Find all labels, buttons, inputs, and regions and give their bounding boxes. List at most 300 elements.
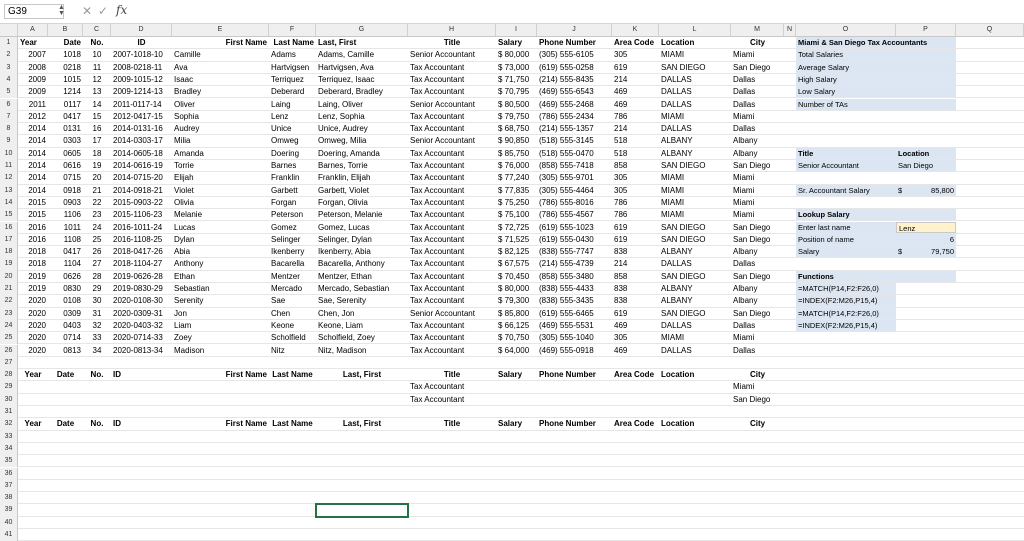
stat-label[interactable]: Average Salary (796, 62, 956, 73)
data-cell[interactable]: San Diego (733, 62, 771, 72)
data-cell[interactable]: 0714 (63, 333, 81, 343)
data-cell[interactable]: (619) 555-0430 (539, 234, 594, 244)
data-cell[interactable]: Omweg, Milia (318, 136, 367, 146)
criteria-header-cell[interactable]: Date (56, 419, 75, 429)
header-cell[interactable]: City (749, 38, 766, 47)
data-cell[interactable]: 2020-0309-31 (113, 308, 163, 318)
data-cell[interactable]: Mercado (271, 284, 303, 293)
data-cell[interactable]: Garbett (271, 185, 298, 195)
criteria-header-cell[interactable]: Title (443, 370, 461, 380)
data-cell[interactable]: 30 (92, 296, 102, 306)
data-cell[interactable]: (619) 555-1023 (539, 222, 594, 232)
data-cell[interactable]: 1018 (63, 50, 81, 60)
data-cell[interactable]: 619 (614, 234, 628, 244)
name-box[interactable]: G39 (4, 4, 64, 19)
row-header[interactable]: 19 (0, 258, 18, 270)
row-header[interactable]: 7 (0, 111, 18, 123)
data-cell[interactable]: Sae (271, 296, 286, 306)
data-cell[interactable]: $ 70,750 (498, 333, 530, 343)
data-cell[interactable]: 2016 (28, 234, 46, 244)
data-cell[interactable]: MIAMI (661, 185, 685, 195)
function-text[interactable]: =INDEX(F2:M26,P15,4) (796, 320, 896, 331)
data-cell[interactable]: 469 (614, 345, 628, 355)
data-cell[interactable]: 23 (92, 210, 102, 220)
data-cell[interactable]: SAN DIEGO (661, 271, 706, 281)
data-cell[interactable]: Hartvigsen, Ava (318, 62, 374, 72)
data-cell[interactable]: Senior Accountant (410, 136, 475, 146)
data-cell[interactable]: 19 (92, 161, 102, 170)
data-cell[interactable]: 518 (614, 136, 628, 146)
data-cell[interactable]: 786 (614, 111, 628, 121)
column-header-p[interactable]: P (896, 24, 956, 36)
data-cell[interactable]: Mentzer, Ethan (318, 271, 372, 281)
data-cell[interactable]: 2014 (28, 124, 46, 134)
position-value[interactable]: 6 (896, 234, 956, 245)
data-cell[interactable]: 22 (92, 197, 102, 207)
header-cell[interactable]: Year (20, 38, 37, 47)
data-cell[interactable]: 619 (614, 222, 628, 232)
column-header-i[interactable]: I (496, 24, 537, 36)
data-cell[interactable]: 2019 (28, 284, 46, 293)
data-cell[interactable]: 1015 (63, 74, 81, 84)
data-cell[interactable]: SAN DIEGO (661, 62, 706, 72)
data-cell[interactable]: Elijah (174, 173, 194, 183)
header-cell[interactable]: Date (63, 38, 81, 47)
data-cell[interactable]: Melanie (174, 210, 203, 220)
criteria-title-cell[interactable]: Tax Accountant (410, 382, 465, 392)
row-header[interactable]: 23 (0, 308, 18, 320)
data-cell[interactable]: Tax Accountant (410, 161, 465, 170)
row-header[interactable]: 1 (0, 37, 18, 49)
data-cell[interactable]: Ethan (174, 271, 195, 281)
data-cell[interactable]: (214) 555-4739 (539, 259, 594, 269)
row-header[interactable]: 24 (0, 320, 18, 332)
data-cell[interactable]: ALBANY (661, 247, 693, 257)
row-header[interactable]: 28 (0, 369, 18, 381)
data-cell[interactable]: Hartvigsen (271, 62, 310, 72)
data-cell[interactable]: 2014-0303-17 (113, 136, 163, 146)
data-cell[interactable]: Dallas (733, 87, 756, 97)
data-cell[interactable]: Albany (733, 247, 758, 257)
data-cell[interactable]: Lenz, Sophia (318, 111, 365, 121)
row-header[interactable]: 30 (0, 394, 18, 406)
data-cell[interactable]: Miami (733, 197, 755, 207)
data-cell[interactable]: 2014-0605-18 (113, 148, 163, 158)
data-cell[interactable]: Tax Accountant (410, 345, 465, 355)
data-cell[interactable]: DALLAS (661, 74, 692, 84)
data-cell[interactable]: $ 64,000 (498, 345, 530, 355)
data-cell[interactable]: Mentzer (271, 271, 300, 281)
row-header[interactable]: 37 (0, 480, 18, 492)
data-cell[interactable]: Tax Accountant (410, 185, 465, 195)
column-header-j[interactable]: J (537, 24, 612, 36)
data-cell[interactable]: San Diego (733, 271, 771, 281)
enter-icon[interactable]: ✓ (98, 4, 109, 18)
enter-name-input[interactable]: Lenz (896, 222, 956, 233)
data-cell[interactable]: Miami (733, 210, 755, 220)
data-cell[interactable]: Sae, Serenity (318, 296, 367, 306)
criteria-header-cell[interactable]: ID (113, 419, 121, 429)
data-cell[interactable]: Gomez (271, 222, 297, 232)
data-cell[interactable]: 2020 (28, 345, 46, 355)
data-cell[interactable]: 619 (614, 308, 628, 318)
data-cell[interactable]: Dallas (733, 99, 756, 109)
data-cell[interactable]: $ 90,850 (498, 136, 530, 146)
data-cell[interactable]: 2014-0715-20 (113, 173, 163, 183)
location-label[interactable]: Location (896, 148, 956, 159)
data-cell[interactable]: Anthony (174, 259, 204, 269)
active-cell-g39[interactable] (315, 503, 409, 517)
data-cell[interactable]: 0117 (63, 99, 81, 109)
data-cell[interactable]: 2018-0417-26 (113, 247, 163, 257)
data-cell[interactable]: (858) 555-7418 (539, 161, 594, 170)
data-cell[interactable]: Gomez, Lucas (318, 222, 370, 232)
data-cell[interactable]: Barnes (271, 161, 297, 170)
data-cell[interactable]: (786) 555-4567 (539, 210, 594, 220)
column-header-c[interactable]: C (83, 24, 111, 36)
data-cell[interactable]: 2012-0417-15 (113, 111, 163, 121)
data-cell[interactable]: 2014 (28, 161, 46, 170)
data-cell[interactable]: 0108 (63, 296, 81, 306)
data-cell[interactable]: Chen (271, 308, 291, 318)
data-cell[interactable]: 2008-0218-11 (113, 62, 163, 72)
data-cell[interactable]: Albany (733, 148, 758, 158)
criteria-header-cell[interactable]: Year (24, 419, 42, 429)
data-cell[interactable]: 1104 (63, 259, 81, 269)
data-cell[interactable]: San Diego (733, 234, 771, 244)
data-cell[interactable]: (619) 555-6465 (539, 308, 594, 318)
data-cell[interactable]: 305 (614, 50, 628, 60)
data-cell[interactable]: Peterson, Melanie (318, 210, 383, 220)
data-cell[interactable]: 2016 (28, 222, 46, 232)
data-cell[interactable]: MIAMI (661, 111, 685, 121)
row-header[interactable]: 4 (0, 74, 18, 86)
data-cell[interactable]: $ 67,575 (498, 259, 530, 269)
data-cell[interactable]: 0131 (63, 124, 81, 134)
data-cell[interactable]: Tax Accountant (410, 247, 465, 257)
data-cell[interactable]: 29 (92, 284, 102, 293)
data-cell[interactable]: Scholfield (271, 333, 306, 343)
data-cell[interactable]: MIAMI (661, 197, 685, 207)
data-cell[interactable]: Senior Accountant (410, 50, 475, 60)
data-cell[interactable]: 214 (614, 124, 628, 134)
data-cell[interactable]: Deberard, Bradley (318, 87, 383, 97)
data-cell[interactable]: 0903 (63, 197, 81, 207)
row-header[interactable]: 36 (0, 468, 18, 480)
data-cell[interactable]: Tax Accountant (410, 210, 465, 220)
data-cell[interactable]: Selinger, Dylan (318, 234, 372, 244)
data-cell[interactable]: $ 71,750 (498, 74, 530, 84)
data-cell[interactable]: ALBANY (661, 296, 693, 306)
row-header[interactable]: 10 (0, 148, 18, 160)
criteria-header-cell[interactable]: First Name (225, 370, 267, 380)
column-header-d[interactable]: D (111, 24, 172, 36)
data-cell[interactable]: $ 79,750 (498, 111, 530, 121)
data-cell[interactable]: (305) 555-9701 (539, 173, 594, 183)
data-cell[interactable]: Sebastian (174, 284, 210, 293)
data-cell[interactable]: Tax Accountant (410, 124, 465, 134)
data-cell[interactable]: Adams (271, 50, 296, 60)
data-cell[interactable]: Tax Accountant (410, 197, 465, 207)
row-header[interactable]: 39 (0, 504, 18, 516)
data-cell[interactable]: (214) 555-8435 (539, 74, 594, 84)
location-value[interactable]: San Diego (896, 160, 956, 171)
data-cell[interactable]: Tax Accountant (410, 111, 465, 121)
data-cell[interactable]: Ava (174, 62, 188, 72)
data-cell[interactable]: $ 85,750 (498, 148, 530, 158)
row-header[interactable]: 15 (0, 209, 18, 221)
column-header-l[interactable]: L (659, 24, 731, 36)
data-cell[interactable]: $ 72,725 (498, 222, 530, 232)
data-cell[interactable]: ALBANY (661, 136, 693, 146)
data-cell[interactable]: 2015 (28, 210, 46, 220)
data-cell[interactable]: Serenity (174, 296, 204, 306)
criteria-title-cell[interactable]: Tax Accountant (410, 394, 465, 404)
data-cell[interactable]: Bradley (174, 87, 202, 97)
data-cell[interactable]: 2018 (28, 247, 46, 257)
data-cell[interactable]: Senior Accountant (410, 308, 475, 318)
data-cell[interactable]: 2020-0108-30 (113, 296, 163, 306)
header-cell[interactable]: Area Code (614, 38, 655, 47)
data-cell[interactable]: SAN DIEGO (661, 222, 706, 232)
data-cell[interactable]: 0626 (63, 271, 81, 281)
data-cell[interactable]: Franklin, Elijah (318, 173, 371, 183)
data-cell[interactable]: 2020 (28, 296, 46, 306)
data-cell[interactable]: 469 (614, 320, 628, 330)
criteria-header-cell[interactable]: No. (90, 370, 104, 380)
data-cell[interactable]: Deberard (271, 87, 305, 97)
data-cell[interactable]: Tax Accountant (410, 296, 465, 306)
data-cell[interactable]: Violet (174, 185, 194, 195)
data-cell[interactable]: $ 76,000 (498, 161, 530, 170)
sr-salary-currency[interactable]: $ (896, 185, 956, 196)
row-header[interactable]: 31 (0, 406, 18, 418)
row-header[interactable]: 41 (0, 529, 18, 541)
data-cell[interactable]: 33 (92, 333, 102, 343)
data-cell[interactable]: ALBANY (661, 148, 693, 158)
data-cell[interactable]: 2020 (28, 320, 46, 330)
data-cell[interactable]: 0605 (63, 148, 81, 158)
data-cell[interactable]: Liam (174, 320, 192, 330)
header-cell[interactable]: Salary (498, 38, 523, 47)
row-header[interactable]: 2 (0, 49, 18, 61)
data-cell[interactable]: 2014 (28, 136, 46, 146)
formula-input[interactable] (138, 4, 1018, 19)
data-cell[interactable]: SAN DIEGO (661, 161, 706, 170)
data-cell[interactable]: 21 (92, 185, 102, 195)
data-cell[interactable]: Dallas (733, 320, 756, 330)
data-cell[interactable]: Omweg (271, 136, 299, 146)
data-cell[interactable]: 858 (614, 161, 628, 170)
data-cell[interactable]: Abia (174, 247, 191, 257)
data-cell[interactable]: $ 70,450 (498, 271, 530, 281)
data-cell[interactable]: 518 (614, 148, 628, 158)
data-cell[interactable]: Bacarella, Anthony (318, 259, 385, 269)
data-cell[interactable]: Tax Accountant (410, 320, 465, 330)
data-cell[interactable]: Amanda (174, 148, 204, 158)
data-cell[interactable]: 25 (92, 234, 102, 244)
data-cell[interactable]: MIAMI (661, 173, 685, 183)
criteria-header-cell[interactable]: Date (56, 370, 75, 380)
data-cell[interactable]: Dylan (174, 234, 195, 244)
data-cell[interactable]: (838) 555-7747 (539, 247, 594, 257)
header-cell[interactable]: Last Name (273, 38, 314, 47)
data-cell[interactable]: Tax Accountant (410, 87, 465, 97)
data-cell[interactable]: 20 (92, 173, 102, 183)
data-cell[interactable]: 15 (92, 111, 102, 121)
column-header-o[interactable]: O (796, 24, 896, 36)
data-cell[interactable]: 838 (614, 296, 628, 306)
data-cell[interactable]: (518) 555-0470 (539, 148, 594, 158)
row-header[interactable]: 26 (0, 345, 18, 357)
row-header[interactable]: 3 (0, 62, 18, 74)
row-header[interactable]: 20 (0, 271, 18, 283)
row-header[interactable]: 13 (0, 185, 18, 197)
data-cell[interactable]: Garbett, Violet (318, 185, 369, 195)
column-header-e[interactable]: E (172, 24, 269, 36)
data-cell[interactable]: Forgan, Olivia (318, 197, 368, 207)
data-cell[interactable]: (305) 555-6105 (539, 50, 594, 60)
column-header-f[interactable]: F (269, 24, 316, 36)
data-cell[interactable]: 12 (92, 74, 102, 84)
data-cell[interactable]: 2008 (28, 62, 46, 72)
data-cell[interactable]: 2016-1011-24 (113, 222, 163, 232)
data-cell[interactable]: Tax Accountant (410, 271, 465, 281)
data-cell[interactable]: Albany (733, 136, 758, 146)
row-header[interactable]: 11 (0, 160, 18, 172)
data-cell[interactable]: 0218 (63, 62, 81, 72)
criteria-header-cell[interactable]: Last, First (342, 419, 382, 429)
salary-value[interactable]: 79,750 (931, 247, 954, 257)
data-cell[interactable]: 838 (614, 284, 628, 293)
data-cell[interactable]: 0830 (63, 284, 81, 293)
criteria-header-cell[interactable]: Phone Number (539, 370, 596, 380)
row-header[interactable]: 27 (0, 357, 18, 369)
row-header[interactable]: 16 (0, 222, 18, 234)
data-cell[interactable]: DALLAS (661, 320, 692, 330)
data-cell[interactable]: 2018 (28, 259, 46, 269)
row-header[interactable]: 38 (0, 492, 18, 504)
data-cell[interactable]: 0813 (63, 345, 81, 355)
data-cell[interactable]: $ 75,250 (498, 197, 530, 207)
data-cell[interactable]: Lucas (174, 222, 196, 232)
data-cell[interactable]: 0918 (63, 185, 81, 195)
data-cell[interactable]: $ 70,795 (498, 87, 530, 97)
data-cell[interactable]: Nitz (271, 345, 285, 355)
function-text[interactable]: =MATCH(P14,F2:F26,0) (796, 308, 896, 319)
data-cell[interactable]: 24 (92, 222, 102, 232)
data-cell[interactable]: $ 82,125 (498, 247, 530, 257)
data-cell[interactable]: 2011 (28, 99, 46, 109)
criteria-header-cell[interactable]: Area Code (614, 370, 655, 380)
data-cell[interactable]: Tax Accountant (410, 234, 465, 244)
data-cell[interactable]: (469) 555-2468 (539, 99, 594, 109)
row-header[interactable]: 34 (0, 443, 18, 455)
data-cell[interactable]: $ 80,000 (498, 284, 530, 293)
data-cell[interactable]: 2020 (28, 333, 46, 343)
data-cell[interactable]: San Diego (733, 161, 771, 170)
data-cell[interactable]: Ikenberry, Abia (318, 247, 371, 257)
criteria-header-cell[interactable]: Phone Number (539, 419, 596, 429)
insert-function-icon[interactable]: fx (116, 3, 128, 17)
row-header[interactable]: 12 (0, 172, 18, 184)
row-header[interactable]: 17 (0, 234, 18, 246)
data-cell[interactable]: Albany (733, 296, 758, 306)
data-cell[interactable]: 2014-0131-16 (113, 124, 163, 134)
data-cell[interactable]: Miami (733, 111, 755, 121)
data-cell[interactable]: (469) 555-0918 (539, 345, 594, 355)
data-cell[interactable]: $ 66,125 (498, 320, 530, 330)
data-cell[interactable]: 2014 (28, 173, 46, 183)
data-cell[interactable]: 786 (614, 197, 628, 207)
criteria-header-cell[interactable]: Last Name (272, 370, 313, 380)
data-cell[interactable]: 13 (92, 87, 102, 97)
functions-heading-fill[interactable] (896, 271, 956, 282)
data-cell[interactable]: (838) 555-3435 (539, 296, 594, 306)
data-cell[interactable]: Tax Accountant (410, 333, 465, 343)
data-cell[interactable]: 18 (92, 148, 102, 158)
data-cell[interactable]: 2007-1018-10 (113, 50, 163, 60)
data-cell[interactable]: 2019-0626-28 (113, 271, 163, 281)
column-header-a[interactable]: A (18, 24, 48, 36)
data-cell[interactable]: $ 80,000 (498, 50, 530, 60)
data-cell[interactable]: 214 (614, 259, 628, 269)
data-cell[interactable]: $ 77,240 (498, 173, 530, 183)
data-cell[interactable]: 214 (614, 74, 628, 84)
data-cell[interactable]: 0715 (63, 173, 81, 183)
data-cell[interactable]: 786 (614, 210, 628, 220)
column-header-q[interactable]: Q (956, 24, 1024, 36)
header-cell[interactable]: Phone Number (539, 38, 596, 47)
data-cell[interactable]: Mercado, Sebastian (318, 284, 390, 293)
data-cell[interactable]: Albany (733, 284, 758, 293)
data-cell[interactable]: (786) 555-2434 (539, 111, 594, 121)
stat-label[interactable]: Low Salary (796, 86, 956, 97)
data-cell[interactable]: Laing, Oliver (318, 99, 363, 109)
column-header-n[interactable]: N (784, 24, 796, 36)
data-cell[interactable]: Terriquez, Isaac (318, 74, 375, 84)
data-cell[interactable]: Miami (733, 185, 755, 195)
data-cell[interactable]: 2015 (28, 197, 46, 207)
data-cell[interactable]: Scholfield, Zoey (318, 333, 375, 343)
data-cell[interactable]: 28 (92, 271, 102, 281)
criteria-header-cell[interactable]: First Name (225, 419, 267, 429)
data-cell[interactable]: MIAMI (661, 50, 685, 60)
data-cell[interactable]: $ 71,525 (498, 234, 530, 244)
name-box-dropdown-icon[interactable]: ▲ ▼ (58, 4, 65, 17)
criteria-header-cell[interactable]: City (749, 370, 766, 380)
salary-label[interactable]: Salary (796, 246, 896, 257)
criteria-header-cell[interactable]: Year (24, 370, 42, 380)
data-cell[interactable]: 2015-0903-22 (113, 197, 163, 207)
data-cell[interactable]: ALBANY (661, 284, 693, 293)
data-cell[interactable]: (518) 555-3145 (539, 136, 594, 146)
data-cell[interactable]: 2016-1108-25 (113, 234, 163, 244)
data-cell[interactable]: $ 75,100 (498, 210, 530, 220)
data-cell[interactable]: 305 (614, 333, 628, 343)
data-cell[interactable]: Jon (174, 308, 187, 318)
column-header-k[interactable]: K (612, 24, 659, 36)
header-cell[interactable]: First Name (225, 38, 267, 47)
data-cell[interactable]: Miami (733, 173, 755, 183)
data-cell[interactable]: San Diego (733, 222, 771, 232)
data-cell[interactable]: $ 79,300 (498, 296, 530, 306)
data-cell[interactable]: 31 (92, 308, 102, 318)
data-cell[interactable]: (838) 555-4433 (539, 284, 594, 293)
data-cell[interactable]: Olivia (174, 197, 195, 207)
data-cell[interactable]: 2011-0117-14 (113, 99, 162, 109)
data-cell[interactable]: 2012 (28, 111, 46, 121)
